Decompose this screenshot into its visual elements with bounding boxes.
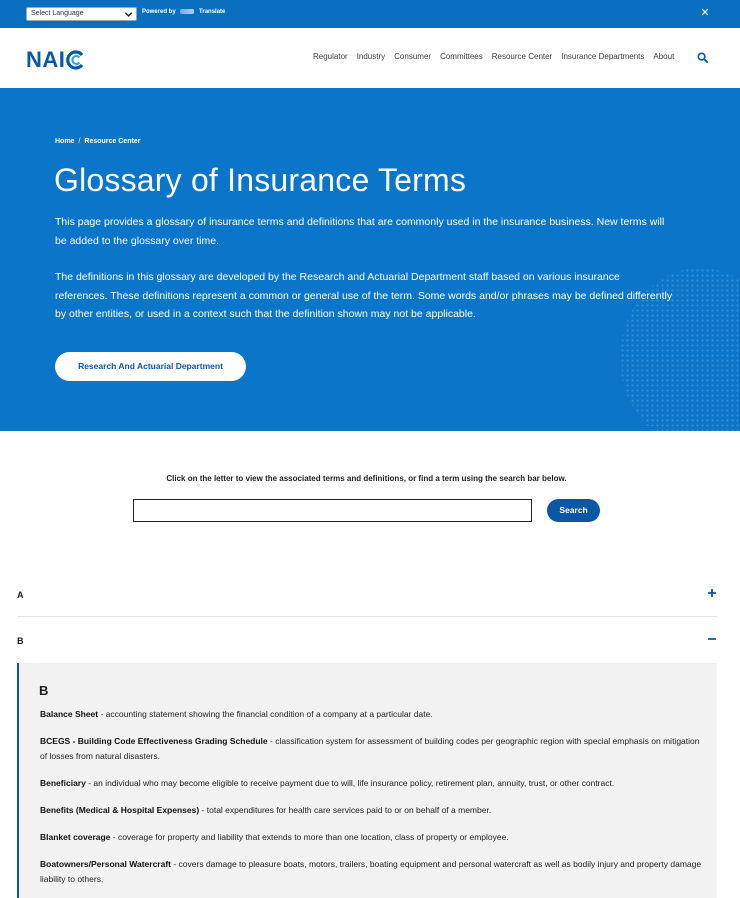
glossary-term [40,734,705,763]
accordion-panel-b [17,663,717,898]
glossary-term [40,803,705,818]
term-name: Beneficiary [40,778,86,788]
hero-banner [0,88,740,431]
term-name: Boatowners/Personal Watercraft [40,859,171,869]
translate-bar [0,0,740,28]
term-definition: - covers damage to pleasure boats, motors, trailers, boating equipment and personal watercraft as well as bodily injury and property damage liability to others. [40,859,702,884]
nav-industry[interactable]: Industry [356,52,386,61]
panel-letter-heading: B [39,683,49,698]
glossary-term [40,830,705,845]
naic-logo[interactable] [26,47,86,73]
term-definition: - accounting statement showing the financial condition of a company at a particular date. [98,709,433,719]
nav-regulator[interactable]: Regulator [313,52,348,61]
minus-icon[interactable] [707,634,717,644]
nav-consumer[interactable]: Consumer [394,52,432,61]
powered-by [142,9,225,15]
breadcrumb-home[interactable]: Home [55,138,75,145]
glossary-term [40,707,705,722]
close-icon[interactable]: ✕ [700,7,710,19]
accordion-item-a[interactable] [17,572,717,617]
breadcrumb-resource-center[interactable]: Resource Center [84,138,141,145]
nav-about[interactable]: About [653,52,675,61]
nav-committees[interactable]: Committees [440,52,483,61]
nav-resource-center[interactable]: Resource Center [491,52,553,61]
term-name: Balance Sheet [40,709,99,719]
breadcrumb: Home / Resource Center [55,138,141,145]
glossary-term [40,857,705,886]
intro-paragraph: This page provides a glossary of insurance terms and definitions that are commonly used in the insurance business. New terms will be added to the glossary over time. [55,216,665,247]
term-definition: - an individual who may become eligible to receive payment due to will, life insurance policy, retirement plan, annuity, trust, or other contract. [85,778,615,788]
powered-by-label: Powered by [142,9,176,16]
glossary-search-input[interactable] [133,499,532,522]
accordion-letter: B [17,636,24,646]
translate-link[interactable]: Translate [199,9,226,16]
search-button[interactable]: Search [547,499,600,522]
term-name: Benefits (Medical & Hospital Expenses) [40,805,200,815]
logo-c-icon [66,50,86,70]
search-icon[interactable] [697,52,708,63]
term-name: BCEGS - Building Code Effectiveness Grading Schedule [40,736,268,746]
logo-letters: NAI [26,47,66,72]
glossary-term [40,776,705,791]
term-definition: - total expenditures for health care services paid to or on behalf of a member. [199,805,492,815]
term-name: Blanket coverage [40,832,111,842]
google-logo-icon [180,9,194,14]
site-header [0,28,740,88]
accordion-item-b[interactable] [17,618,717,663]
accordion-letter: A [17,590,24,600]
main-nav [313,52,683,61]
search-instructions: Click on the letter to view the associated terms and definitions, or find a term using the search bar below. [166,474,567,483]
definitions-paragraph: The definitions in this glossary are developed by the Research and Actuarial Department staff based on various insurance references. These definitions represent a common or general use of the term. Some words and/or phrases may be defined differently by other entities, or used in a context such that the definition shown may not be applicable. [55,271,673,320]
term-definition: - coverage for property and liability that extends to more than one location, class of property or employee. [110,832,509,842]
term-definition: - classification system for assessment of building codes per geographic region with special emphasis on mitigation of losses from natural disasters. [40,736,700,761]
research-actuarial-button[interactable]: Research And Actuarial Department [55,352,246,381]
plus-icon[interactable] [707,588,717,598]
chevron-down-icon [124,10,133,19]
language-select[interactable] [26,7,137,21]
nav-insurance-departments[interactable]: Insurance Departments [561,52,645,61]
language-select-label: Select Language [31,10,84,17]
page-title: Glossary of Insurance Terms [54,162,467,198]
